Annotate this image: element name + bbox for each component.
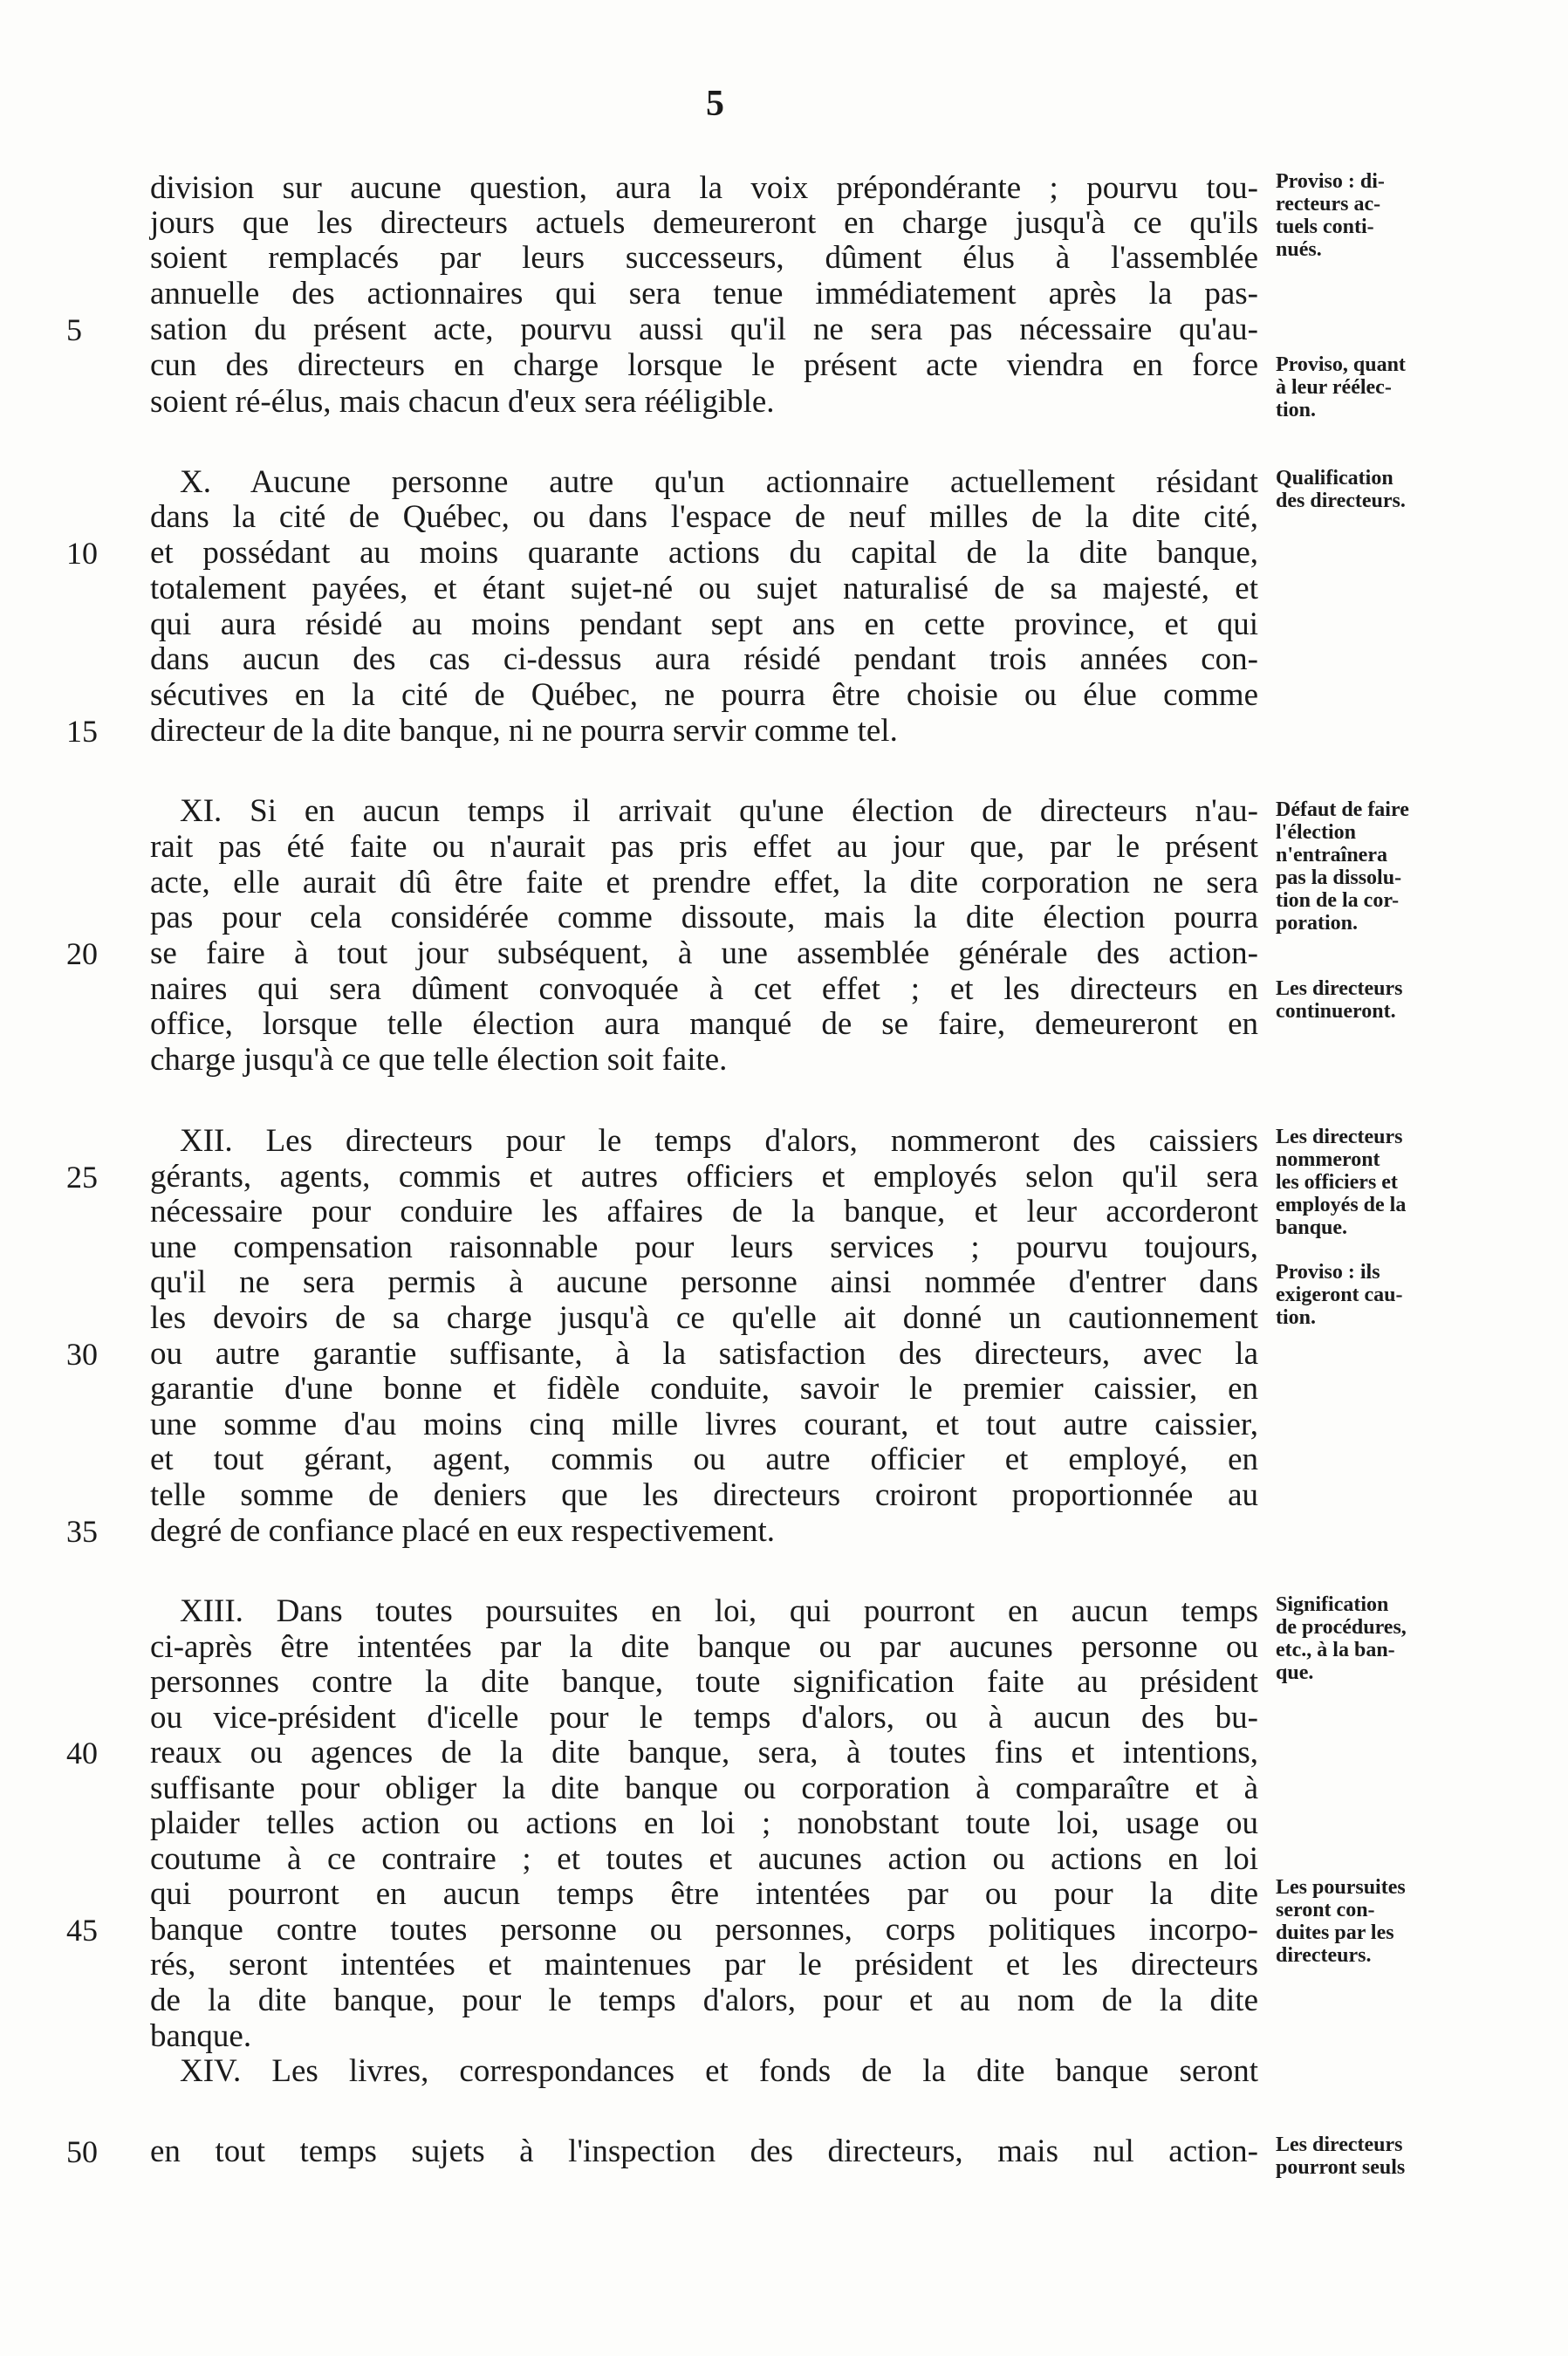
margin-note-line: Signification [1276, 1593, 1389, 1616]
margin-note-line: Les directeurs [1276, 1126, 1403, 1148]
margin-note-line: duites par les [1276, 1921, 1394, 1944]
text-line: garantie d'une bonne et fidèle conduite, savoir le premier caissier, en [150, 1371, 1258, 1407]
margin-note-line: employés de la [1276, 1194, 1407, 1216]
text-line: banque. [150, 2018, 252, 2054]
margin-note-line: l'élection [1276, 821, 1356, 844]
margin-note [1276, 1126, 1555, 1239]
text-line: office, lorsque telle élection aura manqué de se faire, demeureront en [150, 1006, 1258, 1042]
text-line: qui aura résidé au moins pendant sept ans en cette province, et qui [150, 606, 1258, 642]
text-line: XIII. Dans toutes poursuites en loi, qui pourront en aucun temps [180, 1593, 1258, 1629]
line-number: 10 [66, 536, 98, 571]
margin-note-line: Proviso : di- [1276, 170, 1385, 193]
text-line: de la dite banque, pour le temps d'alors, pour et au nom de la dite [150, 1983, 1258, 2018]
margin-note-line: directeurs. [1276, 1944, 1372, 1967]
text-line: sécutives en la cité de Québec, ne pourra être choisie ou élue comme [150, 677, 1258, 713]
line-number: 50 [66, 2134, 98, 2169]
text-line: ci-après être intentées par la dite banque ou par aucunes personne ou [150, 1629, 1258, 1665]
text-line: nécessaire pour conduire les affaires de la banque, et leur accorderont [150, 1194, 1258, 1229]
text-line: dans aucun des cas ci-dessus aura résidé pendant trois années con- [150, 641, 1258, 677]
margin-note-line: tuels conti- [1276, 216, 1374, 238]
margin-note-line: Proviso : ils [1276, 1261, 1380, 1284]
text-line: reaux ou agences de la dite banque, sera, à toutes fins et intentions, [150, 1735, 1258, 1770]
line-number: 25 [66, 1160, 98, 1195]
text-line: banque contre toutes personne ou personnes, corps politiques incorpo- [150, 1912, 1258, 1948]
text-line: telle somme de deniers que les directeurs croiront proportionnée au [150, 1477, 1258, 1513]
margin-note [1276, 2133, 1555, 2179]
margin-note-line: à leur réélec- [1276, 376, 1392, 399]
text-line: rés, seront intentées et maintenues par le président et les directeurs [150, 1947, 1258, 1983]
text-line: gérants, agents, commis et autres officiers et employés selon qu'il sera [150, 1159, 1258, 1195]
margin-note [1276, 353, 1555, 421]
text-line: les devoirs de sa charge jusqu'à ce qu'elle ait donné un cautionnement [150, 1300, 1258, 1336]
line-number: 15 [66, 714, 98, 749]
line-number: 35 [66, 1514, 98, 1549]
line-number: 20 [66, 936, 98, 971]
margin-note-line: Les directeurs [1276, 977, 1403, 1000]
margin-note [1276, 467, 1555, 512]
margin-note-line: les officiers et [1276, 1171, 1398, 1194]
text-line: acte, elle aurait dû être faite et prendre effet, la dite corporation ne sera [150, 865, 1258, 901]
text-line: X. Aucune personne autre qu'un actionnaire actuellement résidant [180, 464, 1258, 500]
line-number: 30 [66, 1337, 98, 1372]
text-line: charge jusqu'à ce que telle élection soit faite. [150, 1042, 728, 1078]
text-line: une somme d'au moins cinq mille livres courant, et tout autre caissier, [150, 1407, 1258, 1442]
text-line: suffisante pour obliger la dite banque ou corporation à comparaître et à [150, 1770, 1258, 1806]
page-number: 5 [706, 84, 725, 124]
text-line: division sur aucune question, aura la voix prépondérante ; pourvu tou- [150, 170, 1258, 206]
text-line: et possédant au moins quarante actions du capital de la dite banque, [150, 535, 1258, 571]
line-number: 45 [66, 1913, 98, 1948]
text-line: directeur de la dite banque, ni ne pourra servir comme tel. [150, 713, 898, 749]
text-line: XI. Si en aucun temps il arrivait qu'une élection de directeurs n'au- [180, 793, 1258, 829]
text-line: ou vice-président d'icelle pour le temps d'alors, ou à aucun des bu- [150, 1700, 1258, 1736]
margin-note-line: pas la dissolu- [1276, 866, 1402, 889]
line-number: 5 [66, 312, 82, 347]
margin-note-line: Défaut de faire [1276, 798, 1409, 821]
text-line: annuelle des actionnaires qui sera tenue immédiatement après la pas- [150, 276, 1258, 312]
text-line: cun des directeurs en charge lorsque le présent acte viendra en force [150, 347, 1258, 383]
text-line: naires qui sera dûment convoquée à cet effet ; et les directeurs en [150, 971, 1258, 1007]
margin-note-line: pourront seuls [1276, 2156, 1406, 2179]
margin-note-line: banque. [1276, 1216, 1348, 1239]
margin-note-line: de procédures, [1276, 1616, 1407, 1639]
margin-note-line: continueront. [1276, 1000, 1396, 1023]
text-line: coutume à ce contraire ; et toutes et aucunes action ou actions en loi [150, 1841, 1258, 1877]
text-line: se faire à tout jour subséquent, à une assemblée générale des action- [150, 935, 1258, 971]
margin-note-line: exigeront cau- [1276, 1284, 1403, 1306]
text-line: soient remplacés par leurs successeurs, dûment élus à l'assemblée [150, 240, 1258, 276]
text-line: pas pour cela considérée comme dissoute, mais la dite élection pourra [150, 900, 1258, 935]
margin-note-line: nommeront [1276, 1148, 1380, 1171]
text-line: plaider telles action ou actions en loi ; nonobstant toute loi, usage ou [150, 1805, 1258, 1841]
text-line: ou autre garantie suffisante, à la satisfaction des directeurs, avec la [150, 1336, 1258, 1372]
margin-note-line: nués. [1276, 238, 1322, 261]
margin-note-line: seront con- [1276, 1899, 1375, 1921]
margin-note [1276, 977, 1555, 1023]
margin-note-line: que. [1276, 1661, 1314, 1684]
text-line: qu'il ne sera permis à aucune personne ainsi nommée d'entrer dans [150, 1264, 1258, 1300]
margin-note [1276, 798, 1555, 935]
margin-note [1276, 1876, 1555, 1967]
text-line: qui pourront en aucun temps être intentées par ou pour la dite [150, 1876, 1258, 1912]
text-line: XII. Les directeurs pour le temps d'alors, nommeront des caissiers [180, 1123, 1258, 1159]
margin-note-line: Proviso, quant [1276, 353, 1406, 376]
text-line: soient ré-élus, mais chacun d'eux sera rééligible. [150, 384, 775, 420]
text-line: en tout temps sujets à l'inspection des directeurs, mais nul action- [150, 2133, 1258, 2169]
margin-note-line: recteurs ac- [1276, 193, 1381, 216]
margin-note-line: n'entraînera [1276, 844, 1387, 866]
text-line: dans la cité de Québec, ou dans l'espace de neuf milles de la dite cité, [150, 499, 1258, 535]
text-line: degré de confiance placé en eux respectivement. [150, 1513, 775, 1549]
margin-note-line: tion. [1276, 1306, 1317, 1329]
margin-note-line: poration. [1276, 912, 1359, 935]
text-line: XIV. Les livres, correspondances et fonds de la dite banque seront [180, 2053, 1258, 2089]
margin-note [1276, 1593, 1555, 1684]
margin-note-line: Les poursuites [1276, 1876, 1406, 1899]
text-line: totalement payées, et étant sujet-né ou sujet naturalisé de sa majesté, et [150, 571, 1258, 606]
margin-note [1276, 1261, 1555, 1329]
margin-note-line: Qualification [1276, 467, 1393, 490]
text-line: sation du présent acte, pourvu aussi qu'il ne sera pas nécessaire qu'au- [150, 312, 1258, 347]
margin-note-line: tion. [1276, 399, 1317, 421]
margin-note-line: etc., à la ban- [1276, 1639, 1395, 1661]
text-line: personnes contre la dite banque, toute signification faite au président [150, 1664, 1258, 1700]
text-line: et tout gérant, agent, commis ou autre officier et employé, en [150, 1442, 1258, 1477]
text-line: rait pas été faite ou n'aurait pas pris effet au jour que, par le présent [150, 829, 1258, 865]
margin-note-line: Les directeurs [1276, 2133, 1403, 2156]
margin-note [1276, 170, 1555, 261]
margin-note-line: tion de la cor- [1276, 889, 1400, 912]
line-number: 40 [66, 1736, 98, 1770]
margin-note-line: des directeurs. [1276, 490, 1406, 512]
text-line: jours que les directeurs actuels demeureront en charge jusqu'à ce qu'ils [150, 205, 1258, 241]
text-line: une compensation raisonnable pour leurs services ; pourvu toujours, [150, 1229, 1258, 1265]
